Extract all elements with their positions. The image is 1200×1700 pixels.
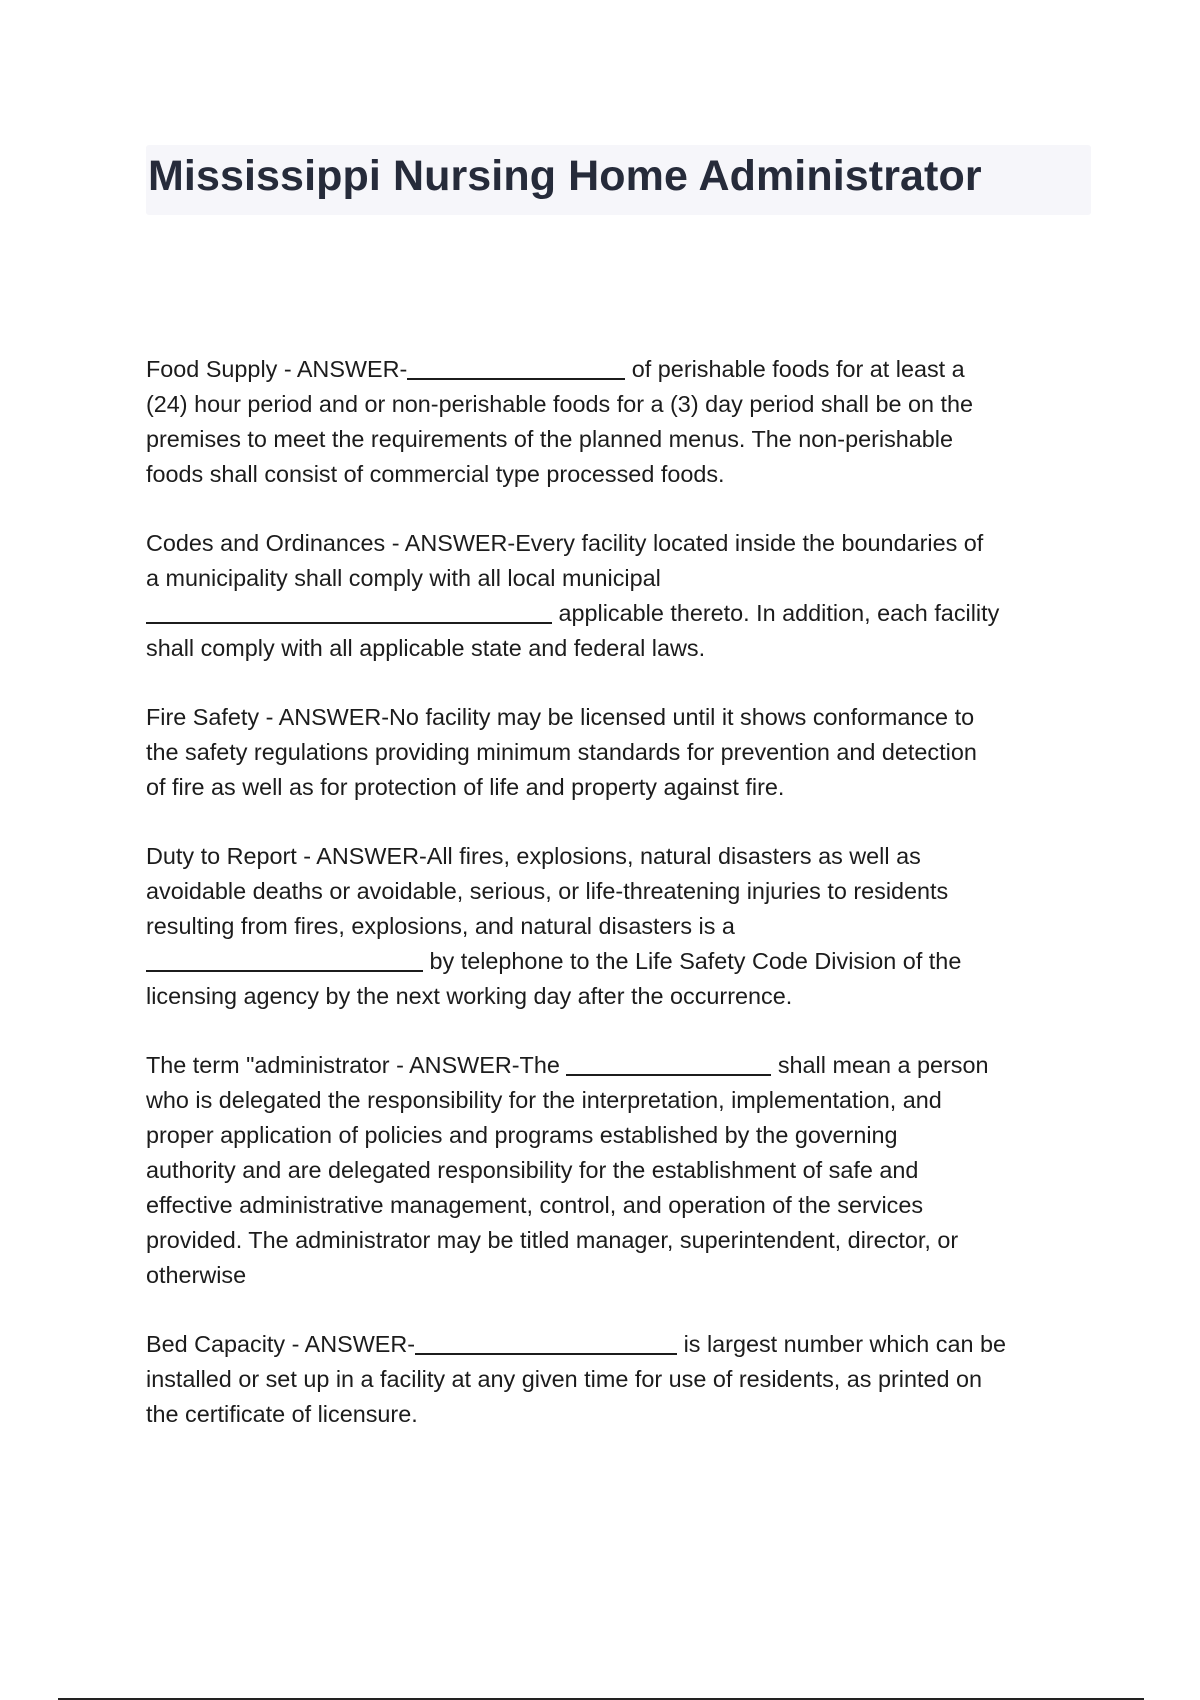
qa-line [146,352,1096,387]
line-text: The term "administrator - ANSWER-The [146,1052,567,1078]
qa-line: licensing agency by the next working day after the occurrence. [146,983,793,1009]
answer-blank [415,1329,677,1355]
qa-line: a municipality shall comply with all local municipal [146,565,661,591]
qa-line [146,944,1096,979]
line-text: Bed Capacity - ANSWER- [146,1331,416,1357]
line-text: Food Supply - ANSWER- [146,356,408,382]
qa-line: premises to meet the requirements of the planned menus. The non-perishable [146,426,954,452]
qa-line: authority and are delegated responsibility for the establishment of safe and [146,1157,919,1183]
qa-line: provided. The administrator may be titled manager, superintendent, director, or [146,1227,959,1253]
qa-line: Fire Safety - ANSWER-No facility may be licensed until it shows conformance to [146,704,975,730]
qa-line [146,1048,1096,1083]
qa-item-duty-to-report [146,839,1096,1014]
qa-line: resulting from fires, explosions, and natural disasters is a [146,913,735,939]
qa-line: otherwise [146,1262,247,1288]
qa-line: who is delegated the responsibility for the interpretation, implementation, and [146,1087,942,1113]
line-text: shall mean a person [771,1052,989,1078]
qa-item-codes-and-ordinances [146,526,1096,666]
qa-line: the certificate of licensure. [146,1401,418,1427]
qa-item-administrator [146,1048,1096,1293]
qa-line: avoidable deaths or avoidable, serious, or life-threatening injuries to residents [146,878,949,904]
qa-item-bed-capacity [146,1327,1096,1432]
title-band [146,145,1091,215]
line-text: by telephone to the Life Safety Code Division of the [423,948,962,974]
qa-item-food-supply [146,352,1096,492]
qa-line [146,1327,1096,1362]
line-text: applicable thereto. In addition, each facility [552,600,1000,626]
qa-line: installed or set up in a facility at any given time for use of residents, as printed on [146,1366,983,1392]
qa-line: Duty to Report - ANSWER-All fires, explosions, natural disasters as well as [146,843,921,869]
qa-line: Codes and Ordinances - ANSWER-Every facility located inside the boundaries of [146,530,984,556]
answer-blank [566,1050,771,1076]
answer-blank [407,354,625,380]
qa-line: foods shall consist of commercial type processed foods. [146,461,725,487]
qa-line: (24) hour period and or non-perishable foods for a (3) day period shall be on the [146,391,973,417]
qa-line: effective administrative management, control, and operation of the services [146,1192,924,1218]
line-text: is largest number which can be [677,1331,1007,1357]
document-title: Mississippi Nursing Home Administrator [148,152,982,200]
answer-blank [146,598,552,624]
qa-line: shall comply with all applicable state and federal laws. [146,635,706,661]
qa-list [146,352,1096,1466]
qa-line: proper application of policies and programs established by the governing [146,1122,898,1148]
qa-line: of fire as well as for protection of life and property against fire. [146,774,785,800]
line-text: of perishable foods for at least a [625,356,965,382]
qa-line: the safety regulations providing minimum standards for prevention and detection [146,739,977,765]
answer-blank [146,946,423,972]
qa-line [146,596,1096,631]
qa-item-fire-safety [146,700,1096,805]
